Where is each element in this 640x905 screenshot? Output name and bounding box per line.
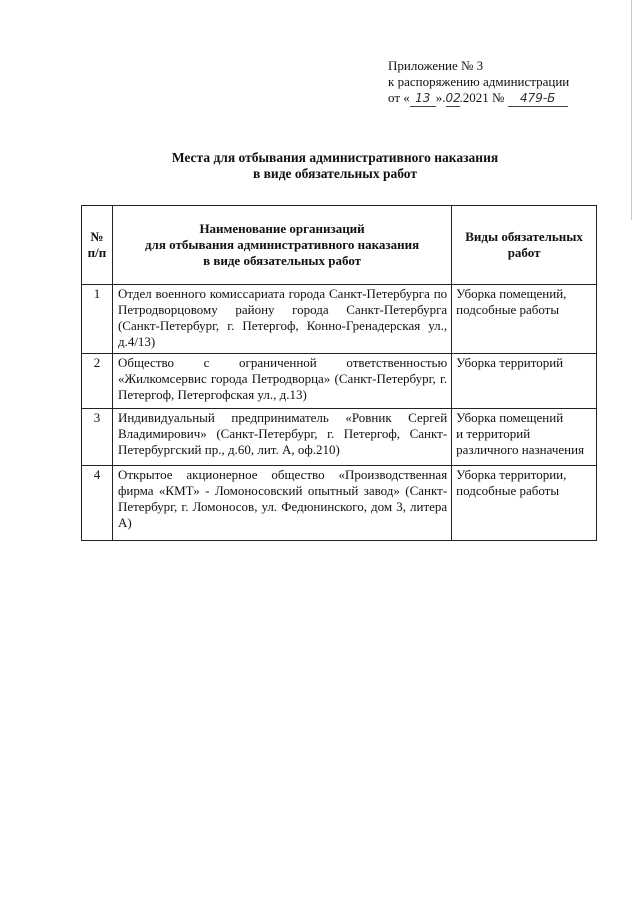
work-type-cell: Уборка территории, подсобные работы [452,466,597,541]
header-work-type: Виды обязательных работ [452,206,597,285]
date-year: .2021 № [459,90,505,105]
organizations-table [81,205,597,541]
organization-cell: Общество с ограниченной ответственностью «Жилкомсервис города Петродворца» (Санкт-Петербург, г. Петергоф, Петергофская ул., д.13) [112,354,451,409]
organization-cell: Индивидуальный предприниматель «Ровник Сергей Владимирович» (Санкт-Петербург, г. Петергоф, Санкт-Петербургский пр., д.60, лит. А, оф.210) [112,409,451,466]
table-row [82,409,597,466]
table-row [82,466,597,541]
title-line-1: Места для отбывания административного наказания [171,150,499,165]
order-date-line [388,90,588,107]
appendix-number: Приложение № 3 [388,58,484,73]
header-num: № п/п [82,206,113,285]
work-type-cell: Уборка территорий [452,354,597,409]
order-reference: к распоряжению администрации [388,74,570,89]
organization-cell: Отдел военного комиссариата города Санкт-Петербурга по Петродворцовому району города Санкт-Петербурга (Санкт-Петербург, г. Петергоф, Конно-Гренадерская ул., д.4/13) [112,285,451,354]
work-type-cell: Уборка помещений и территорий различного назначения [452,409,597,466]
header-organization: Наименование организаций для отбывания административного наказания в виде обязательных работ [112,206,451,285]
date-separator: ». [435,90,446,105]
date-day: 13 [410,90,436,107]
organization-cell: Открытое акционерное общество «Производственная фирма «КМТ» - Ломоносовский опытный завод» (Санкт-Петербург, г. Ломоносов, ул. Федюнинского, дом 3, литера А) [112,466,451,541]
document-title [150,150,520,182]
table-row [82,285,597,354]
row-number: 1 [82,285,113,354]
row-number: 3 [82,409,113,466]
document-number: 479-Б [508,90,568,107]
work-type-cell: Уборка помещений, подсобные работы [452,285,597,354]
title-line-2: в виде обязательных работ [252,166,418,181]
date-prefix: от « [388,90,410,105]
table-header-row [82,206,597,285]
row-number: 2 [82,354,113,409]
row-number: 4 [82,466,113,541]
table-row [82,354,597,409]
appendix-header [388,58,588,107]
scan-edge-line [631,0,632,220]
date-month: 02 [445,91,461,105]
